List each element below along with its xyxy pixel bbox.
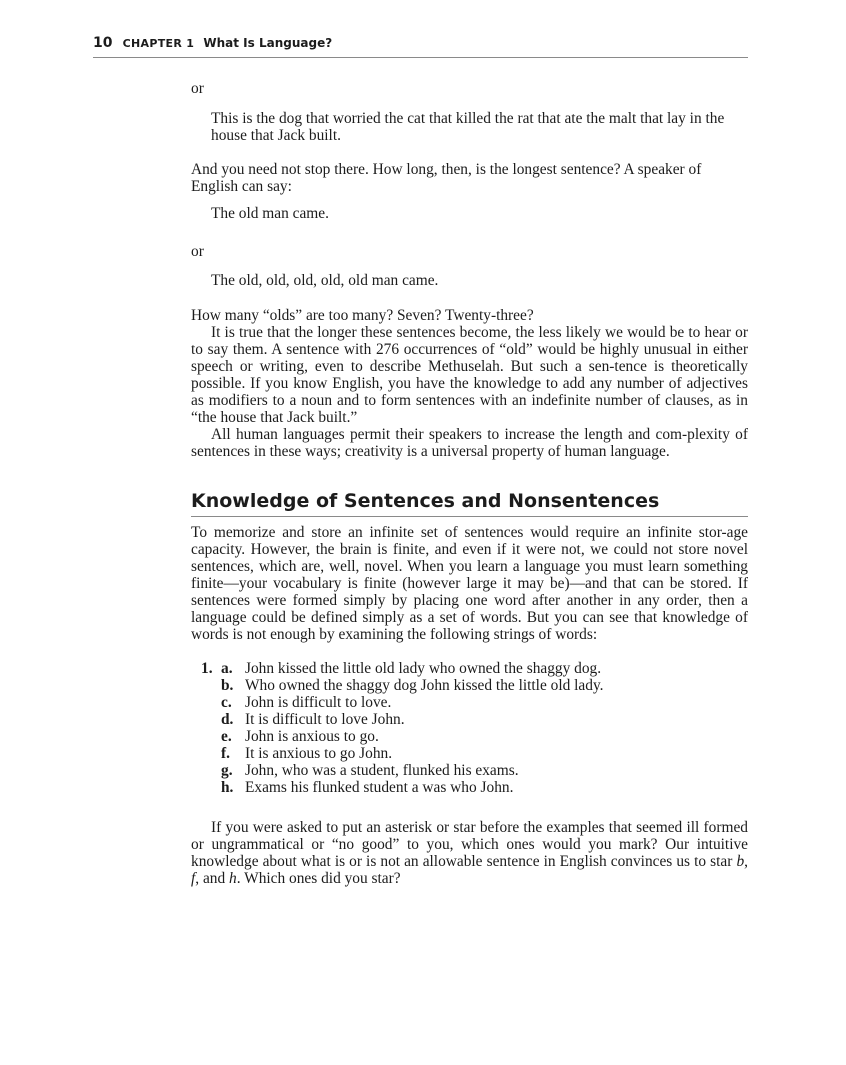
example-letter: e.	[221, 728, 232, 745]
example-item	[191, 745, 748, 762]
example-item	[191, 660, 748, 677]
example-ref-h: h	[229, 870, 237, 887]
paragraph-memorize: To memorize and store an infinite set of sentences would require an infinite stor-age capacity. However, the brain is finite, and even if it were not, we could not store novel sentences, which are, well, novel. When you learn a language you must learn something finite—your vocabulary is finite (however large it may be)—and that can be stored. If sentences were formed simply by placing one word after another in any order, then a language could be defined simply as a set of words. But you can see that knowledge of words is not enough by examining the following strings of words:	[191, 524, 748, 643]
example-text: It is difficult to love John.	[245, 711, 405, 728]
example-text: It is anxious to go John.	[245, 745, 393, 762]
paragraph-asterisk: If you were asked to put an asterisk or star before the examples that seemed ill formed or ungrammatical or “no good” to you, which ones would you mark? Our intuitive knowledge about what is or is not an allowable sentence in English convinces us to star b, f, and h. Which ones did you star?	[191, 819, 748, 887]
example-list	[191, 660, 748, 796]
chapter-label: CHAPTER 1	[122, 37, 195, 50]
example-text: John kissed the little old lady who owned the shaggy dog.	[245, 660, 602, 677]
page-number: 10	[93, 35, 113, 51]
paragraph-true: It is true that the longer these sentences become, the less likely we would be to hear or to say them. A sentence with 276 occurrences of “old” would be highly unusual in either speech or writing, even to describe Methuselah. But such a sen-tence is theoretically possible. If you know English, you have the knowledge to add any number of adjectives as modifiers to a noun and to form sentences with an indefinite number of clauses, as in “the house that Jack built.”	[191, 324, 748, 426]
example-number: 1.	[201, 660, 213, 677]
block-quote-jack: This is the dog that worried the cat that killed the rat that ate the malt that lay in the house that Jack built.	[211, 110, 725, 144]
example-item	[191, 728, 748, 745]
running-header	[93, 35, 748, 58]
block-quote-old-man: The old man came.	[211, 205, 329, 222]
example-item	[191, 711, 748, 728]
example-letter: a.	[221, 660, 233, 677]
example-text: Exams his flunked student a was who John.	[245, 779, 514, 796]
example-ref-f: f	[191, 870, 196, 887]
example-text: John, who was a student, flunked his exams.	[245, 762, 519, 779]
section-heading: Knowledge of Sentences and Nonsentences	[191, 490, 748, 517]
example-letter: b.	[221, 677, 234, 694]
page-body	[191, 80, 748, 887]
example-letter: h.	[221, 779, 234, 796]
example-letter: g.	[221, 762, 233, 779]
example-text: Who owned the shaggy dog John kissed the little old lady.	[245, 677, 604, 694]
chapter-title: What Is Language?	[203, 36, 333, 50]
example-text: John is anxious to go.	[245, 728, 379, 745]
example-letter: f.	[221, 745, 230, 762]
or-connector: or	[191, 243, 204, 260]
block-quote-old-old: The old, old, old, old, old man came.	[211, 272, 439, 289]
example-item	[191, 694, 748, 711]
example-item	[191, 762, 748, 779]
or-connector: or	[191, 80, 204, 97]
paragraph-all: All human languages permit their speakers to increase the length and com-plexity of sentences in these ways; creativity is a universal property of human language.	[191, 426, 748, 460]
paragraph-stop: And you need not stop there. How long, then, is the longest sentence? A speaker of English can say:	[191, 161, 702, 195]
example-item	[191, 677, 748, 694]
paragraph-olds: How many “olds” are too many? Seven? Twenty-three?	[191, 307, 534, 324]
example-item	[191, 779, 748, 796]
example-letter: d.	[221, 711, 234, 728]
example-text: John is difficult to love.	[245, 694, 392, 711]
example-letter: c.	[221, 694, 232, 711]
example-ref-b: b	[736, 853, 745, 870]
